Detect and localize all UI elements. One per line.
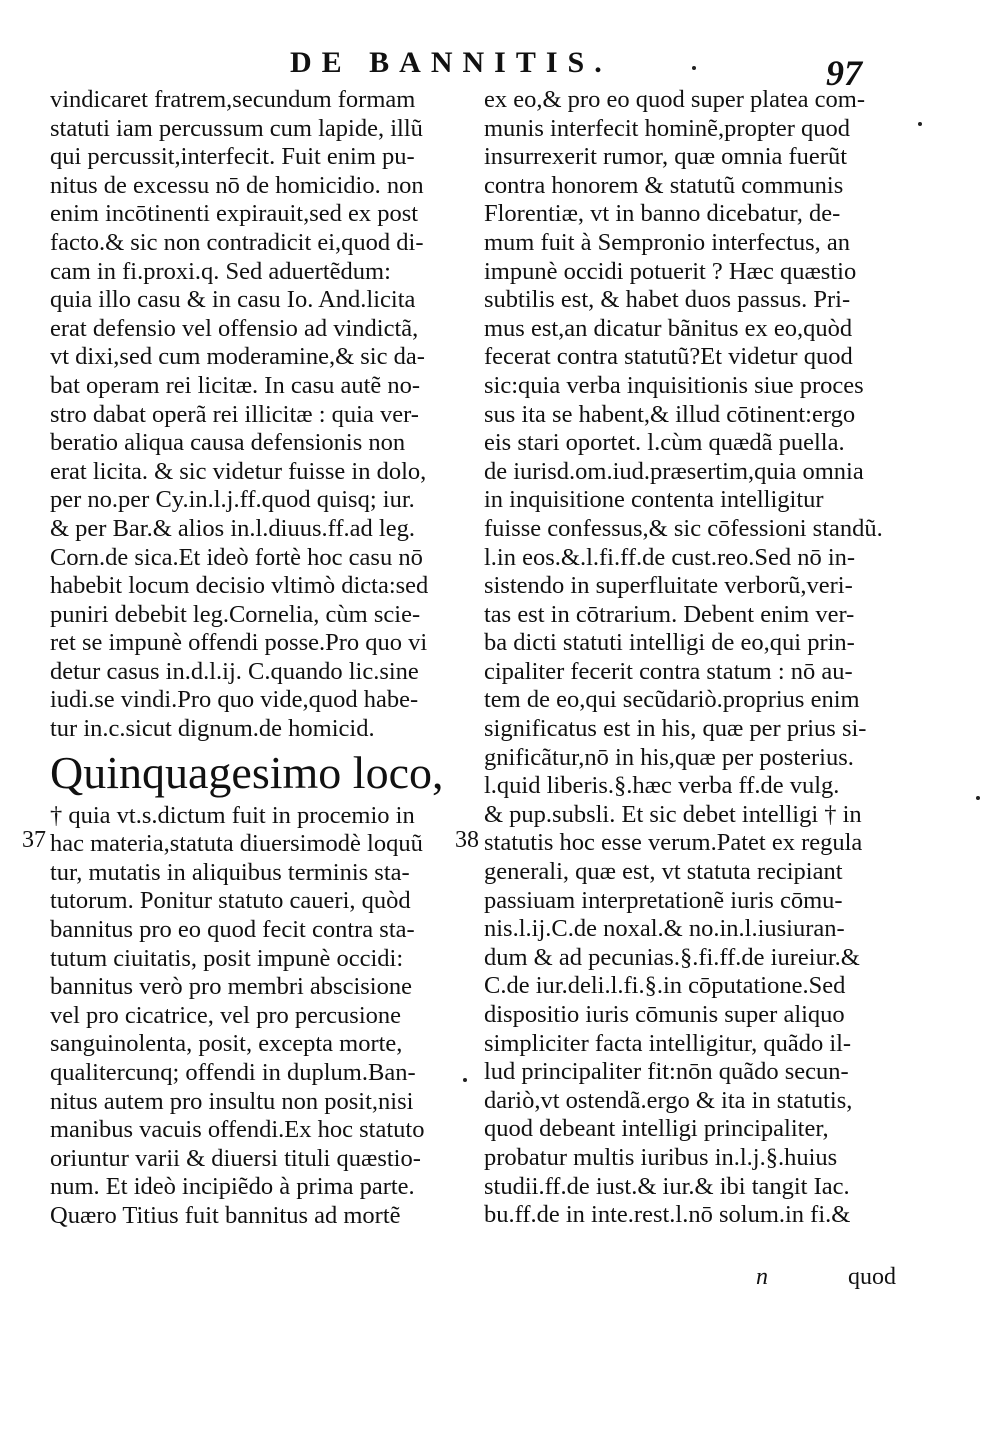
text-line: sus ita se habent,& illud cōtinent:ergo (484, 400, 856, 428)
text-line: mum fuit à Sempronio interfectus, an (484, 228, 851, 256)
page-footer (484, 1262, 896, 1292)
text-line: fecerat contra statutũ?Et videtur quod (484, 343, 853, 371)
text-line: per no.per Cy.in.l.j.ff.quod quisq; iur. (50, 486, 415, 514)
running-head: DE BANNITIS. (290, 46, 612, 79)
text-line: subtilis est, & habet duos passus. Pri- (484, 286, 851, 314)
text-line: ex eo,& pro eo quod super platea com- (484, 86, 865, 113)
text-line: mus est,an dicatur bãnitus ex eo,quòd (484, 314, 853, 342)
text-line: probatur multis iuribus in.l.j.§.huius (484, 1143, 838, 1171)
text-line: nitus de excessu nō de homicidio. non (50, 171, 424, 199)
text-line: oriuntur varii & diuersi tituli quæstio- (50, 1144, 421, 1172)
text-line: l.quid liberis.§.hæc verba ff.de vulg. (484, 772, 840, 800)
text-line: C.de iur.deli.l.fi.§.in cōputatione.Sed (484, 972, 846, 1000)
text-line: contra honorem & statutũ communis (484, 171, 844, 199)
text-line: Quæro Titius fuit bannitus ad mortẽ (50, 1201, 401, 1229)
text-line: ret se impunè offendi posse.Pro quo vi (50, 629, 428, 657)
text-line: cipaliter fecerit contra statum : nō au- (484, 657, 853, 685)
text-line: nitus autem pro insultu non posit,nisi (50, 1087, 414, 1115)
text-line: impunè occidi potuerit ? Hæc quæstio (484, 257, 857, 285)
text-line: fuisse confessus,& sic cōfessioni standũ. (484, 514, 883, 542)
text-line: num. Et ideò incipiẽdo à prima parte. (50, 1173, 415, 1201)
signature-mark: n (756, 1264, 768, 1290)
text-line: tem de eo,qui secũdariò.proprius enim (484, 686, 860, 714)
text-line: vindicaret fratrem,secundum formam (50, 86, 416, 113)
text-line: gnificãtur,nō in his,quæ per posterius. (484, 743, 854, 771)
text-line: tas est in cōtrarium. Debent enim ver- (484, 600, 855, 628)
text-line: & pup.subsli. Et sic debet intelligi † in (484, 800, 862, 828)
text-line: dispositio iuris cōmunis super aliquo (484, 1001, 845, 1028)
text-line: bannitus verò pro membri abscisione (50, 973, 412, 1001)
left-column (50, 86, 452, 1231)
text-line: cam in fi.proxi.q. Sed aduertẽdum: (50, 257, 391, 285)
text-line: erat licita. & sic videtur fuisse in dolo, (50, 457, 427, 485)
text-line: bu.ff.de in inte.rest.l.nō solum.in fi.& (484, 1201, 851, 1229)
text-line: bat operam rei licitæ. In casu autẽ no- (50, 371, 421, 399)
text-line: nis.l.ij.C.de noxal.& no.in.l.iusiuran- (484, 915, 845, 943)
text-line: bannitus pro eo quod fecit contra sta- (50, 916, 415, 944)
text-line: qualitercunq; offendi in duplum.Ban- (50, 1059, 416, 1086)
text-line: l.in eos.&.l.fi.ff.de cust.reo.Sed nō in- (484, 543, 856, 571)
text-line: tutorum. Ponitur statuto caueri, quòd (50, 887, 411, 915)
text-line: vt dixi,sed cum moderamine,& sic da- (50, 343, 425, 371)
text-line: tur, mutatis in aliquibus terminis sta- (50, 858, 410, 886)
text-line: † quia vt.s.dictum fuit in procemio in (50, 801, 415, 829)
text-line: lud principaliter fit:nōn quãdo secun- (484, 1058, 849, 1086)
text-line: eis stari oportet. l.cùm quædã puella. (484, 429, 845, 457)
text-line: significatus est in his, quæ per prius si- (484, 715, 867, 743)
catchword: quod (848, 1264, 896, 1290)
text-line: dum & ad pecunias.§.fi.ff.de iureiur.& (484, 943, 860, 971)
text-line: iudi.se vindi.Pro quo vide,quod habe- (50, 686, 419, 714)
text-line: beratio aliqua causa defensionis non (50, 429, 406, 457)
text-line: quia illo casu & in casu Io. And.licita (50, 286, 416, 314)
text-line: erat defensio vel offensio ad vindictã, (50, 314, 419, 342)
text-line: munis interfecit hominẽ,propter quod (484, 114, 851, 142)
margin-note-left: 37 (22, 827, 46, 853)
text-line: dariò,vt ostendã.ergo & ita in statutis, (484, 1086, 853, 1114)
text-line: stro dabat operã rei illicitæ : quia ver- (50, 400, 419, 428)
text-line: vel pro cicatrice, vel pro percusione (50, 1001, 402, 1029)
text-line: manibus vacuis offendi.Ex hoc statuto (50, 1116, 425, 1144)
text-line: simpliciter facta intelligitur, quãdo il- (484, 1029, 852, 1057)
margin-note-right: 38 (455, 827, 479, 853)
text-line: tutum ciuitatis, posit impunè occidi: (50, 944, 404, 972)
text-line: facto.& sic non contradicit ei,quod di- (50, 228, 424, 256)
text-line: insurrexerit rumor, quæ omnia fuerũt (484, 143, 848, 171)
print-speck (463, 1078, 467, 1082)
right-column (484, 86, 896, 1230)
text-line: habebit locum decisio vltimò dicta:sed (50, 572, 429, 600)
print-speck (918, 122, 922, 126)
page-number: 97 (826, 53, 862, 93)
text-line: statutis hoc esse verum.Patet ex regula (484, 829, 863, 857)
text-line: statuti iam percussum cum lapide, illũ (50, 114, 423, 142)
text-line: studii.ff.de iust.& iur.& ibi tangit Iac. (484, 1172, 850, 1200)
text-line: ba dicti statuti intelligi de eo,qui prin- (484, 629, 855, 657)
text-line: sic:quia verba inquisitionis siue proces (484, 371, 864, 399)
print-speck (976, 796, 980, 800)
text-line: puniri debebit leg.Cornelia, cùm scie- (50, 600, 421, 628)
text-line: de iurisd.om.iud.præsertim,quia omnia (484, 457, 864, 485)
text-line: tur in.c.sicut dignum.de homicid. (50, 715, 375, 743)
print-speck (692, 66, 696, 70)
text-line: in inquisitione contenta intelligitur (484, 486, 824, 514)
text-line: sanguinolenta, posit, excepta morte, (50, 1030, 403, 1058)
text-line: quod debeant intelligi principaliter, (484, 1115, 829, 1143)
text-line: Florentiæ, vt in banno dicebatur, de- (484, 200, 841, 228)
text-line: detur casus in.d.l.ij. C.quando lic.sine (50, 657, 419, 685)
text-line: & per Bar.& alios in.l.diuus.ff.ad leg. (50, 514, 415, 542)
text-line: hac materia,statuta diuersimodè loquũ (50, 830, 423, 858)
text-line: generali, quæ est, vt statuta recipiant (484, 858, 843, 886)
text-line: qui percussit,interfecit. Fuit enim pu- (50, 143, 415, 171)
text-line: enim incōtinenti expirauit,sed ex post (50, 200, 419, 228)
text-line: passiuam interpretationẽ iuris cōmu- (484, 886, 843, 914)
text-line: sistendo in superfluitate verborũ,veri- (484, 572, 853, 600)
section-heading: Quinquagesimo loco, (50, 746, 444, 798)
text-line: Corn.de sica.Et ideò fortè hoc casu nō (50, 543, 423, 571)
